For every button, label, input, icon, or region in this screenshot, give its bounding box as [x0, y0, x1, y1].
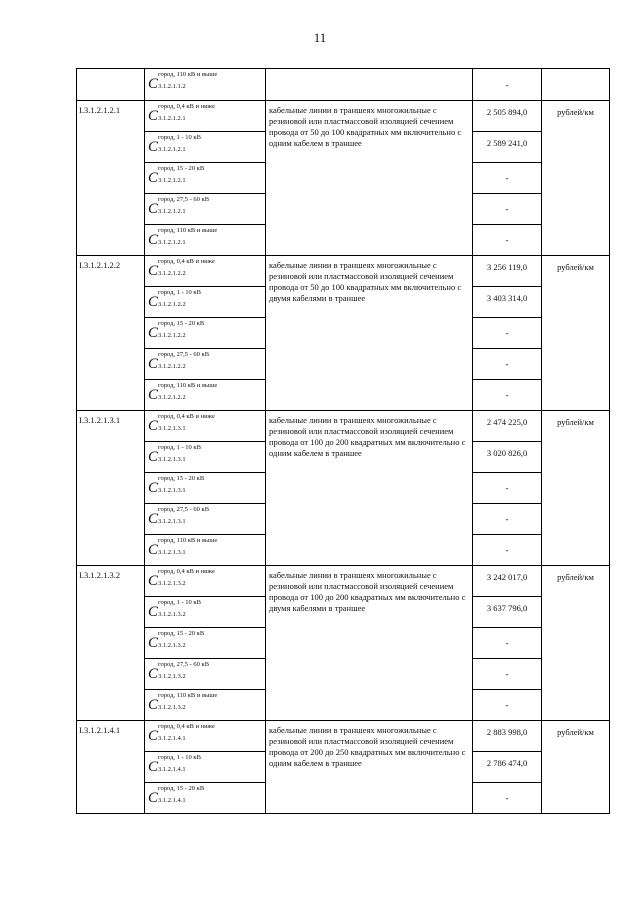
rate-symbol-superscript: город, 110 кВ и выше: [158, 537, 218, 544]
rate-symbol-superscript: город, 0,4 кВ и ниже: [158, 103, 215, 110]
rate-symbol-letter: C: [148, 573, 159, 589]
rate-symbol-superscript: город, 0,4 кВ и ниже: [158, 413, 215, 420]
rate-symbol-letter: C: [148, 232, 159, 248]
rate-symbol-superscript: город, 27,5 - 60 кВ: [158, 506, 210, 513]
rate-symbol-letter: C: [148, 635, 159, 651]
rate-value: -: [473, 783, 542, 814]
rate-symbol: [145, 256, 266, 287]
rate-symbol: [145, 752, 266, 783]
section-description: кабельные линии в траншеях многожильные с резиновой или пластмассовой изоляцией сечением провода от 50 до 100 квадратных мм включительно с двумя кабелями в траншее: [266, 256, 473, 411]
rate-value: 2 505 894,0: [473, 101, 542, 132]
rate-symbol-superscript: город, 15 - 20 кВ: [158, 320, 205, 327]
rate-symbol: [145, 442, 266, 473]
rate-value: 3 242 017,0: [473, 566, 542, 597]
table-row: [77, 256, 610, 287]
rate-symbol: [145, 349, 266, 380]
rate-symbol: [145, 225, 266, 256]
section-code: I.3.1.2.1.2.2: [77, 256, 145, 411]
table-row: [77, 566, 610, 597]
rate-symbol-superscript: город, 1 - 10 кВ: [158, 134, 201, 141]
rate-symbol-superscript: город, 27,5 - 60 кВ: [158, 196, 210, 203]
section-description: кабельные линии в траншеях многожильные с резиновой или пластмассовой изоляцией сечением провода от 100 до 200 квадратных мм включительно с одним кабелем в траншее: [266, 411, 473, 566]
rate-symbol-superscript: город, 15 - 20 кВ: [158, 630, 205, 637]
rate-symbol-superscript: город, 110 кВ и выше: [158, 382, 218, 389]
unit-of-measure: рублей/км: [542, 411, 610, 566]
rate-symbol: [145, 473, 266, 504]
unit-of-measure: рублей/км: [542, 101, 610, 256]
table-row: [77, 411, 610, 442]
rate-symbol-subscript: 3.1.2.1.3.2: [158, 580, 186, 587]
rate-symbol: [145, 69, 266, 101]
page-number: 11: [313, 30, 327, 45]
rate-symbol-superscript: город, 0,4 кВ и ниже: [158, 258, 215, 265]
rate-symbol: [145, 101, 266, 132]
rate-symbol-letter: C: [148, 759, 159, 775]
rate-symbol: [145, 628, 266, 659]
rate-symbol-superscript: город, 15 - 20 кВ: [158, 475, 205, 482]
rate-symbol-subscript: 3.1.2.1.2.2: [158, 332, 186, 339]
rate-value: 3 637 796,0: [473, 597, 542, 628]
rate-symbol-subscript: 3.1.2.1.3.2: [158, 642, 186, 649]
rate-symbol: [145, 659, 266, 690]
rate-value: -: [473, 380, 542, 411]
rate-symbol-superscript: город, 27,5 - 60 кВ: [158, 351, 210, 358]
rate-symbol-superscript: город, 110 кВ и выше: [158, 71, 218, 78]
code-cell: [77, 69, 145, 101]
rate-symbol-subscript: 3.1.2.1.3.1: [158, 549, 186, 556]
rate-symbol: [145, 380, 266, 411]
unit-of-measure: рублей/км: [542, 256, 610, 411]
rate-symbol-subscript: 3.1.2.1.3.1: [158, 456, 186, 463]
rate-symbol-subscript: 3.1.2.1.2.1: [158, 239, 186, 246]
rate-symbol-letter: C: [148, 666, 159, 682]
description-cell: [266, 69, 473, 101]
section-description: кабельные линии в траншеях многожильные с резиновой или пластмассовой изоляцией сечением провода от 200 до 250 квадратных мм включительно с одним кабелем в траншее: [266, 721, 473, 814]
rate-symbol-subscript: 3.1.2.1.2.1: [158, 146, 186, 153]
unit-cell: [542, 69, 610, 101]
rate-symbol-subscript: 3.1.2.1.4.1: [158, 735, 186, 742]
rate-value: 3 256 119,0: [473, 256, 542, 287]
rate-value: 2 786 474,0: [473, 752, 542, 783]
rate-symbol: [145, 535, 266, 566]
rate-symbol-subscript: 3.1.2.1.2.1: [158, 177, 186, 184]
rate-symbol-superscript: город, 1 - 10 кВ: [158, 289, 201, 296]
section-description: кабельные линии в траншеях многожильные с резиновой или пластмассовой изоляцией сечением провода от 100 до 200 квадратных мм включительно с двумя кабелями в траншее: [266, 566, 473, 721]
rate-symbol: [145, 566, 266, 597]
rate-symbol-subscript: 3.1.2.1.3.2: [158, 704, 186, 711]
unit-of-measure: рублей/км: [542, 566, 610, 721]
rate-symbol-letter: C: [148, 325, 159, 341]
rate-symbol-subscript: 3.1.2.1.2.2: [158, 301, 186, 308]
rate-symbol-letter: C: [148, 449, 159, 465]
rate-symbol-subscript: 3.1.2.1.2.1: [158, 115, 186, 122]
rate-symbol-letter: C: [148, 697, 159, 713]
rate-symbol: [145, 132, 266, 163]
rate-value: 2 883 998,0: [473, 721, 542, 752]
rate-value: -: [473, 163, 542, 194]
rate-symbol-letter: C: [148, 76, 159, 92]
rate-symbol-superscript: город, 27,5 - 60 кВ: [158, 661, 210, 668]
unit-of-measure: рублей/км: [542, 721, 610, 814]
rate-symbol: [145, 721, 266, 752]
rate-symbol-subscript: 3.1.2.1.2.2: [158, 363, 186, 370]
rate-symbol-letter: C: [148, 542, 159, 558]
rate-symbol-letter: C: [148, 387, 159, 403]
rate-value: -: [473, 225, 542, 256]
rate-symbol-superscript: город, 1 - 10 кВ: [158, 754, 201, 761]
rate-symbol: [145, 287, 266, 318]
rate-symbol-letter: C: [148, 511, 159, 527]
rate-symbol-superscript: город, 1 - 10 кВ: [158, 599, 201, 606]
rate-value: -: [473, 318, 542, 349]
rate-symbol: [145, 318, 266, 349]
rate-value: -: [473, 659, 542, 690]
rate-symbol: [145, 194, 266, 225]
rate-value: 3 020 826,0: [473, 442, 542, 473]
table-row: [77, 721, 610, 752]
rate-symbol-letter: C: [148, 170, 159, 186]
rate-symbol-superscript: город, 15 - 20 кВ: [158, 165, 205, 172]
rate-symbol-subscript: 3.1.2.1.3.1: [158, 425, 186, 432]
rate-symbol-subscript: 3.1.2.1.3.1: [158, 518, 186, 525]
table-row: [77, 69, 610, 101]
rate-symbol-letter: C: [148, 728, 159, 744]
section-description: кабельные линии в траншеях многожильные с резиновой или пластмассовой изоляцией сечением провода от 50 до 100 квадратных мм включительно с одним кабелем в траншее: [266, 101, 473, 256]
rate-symbol: [145, 783, 266, 814]
rate-symbol-subscript: 3.1.2.1.2.1: [158, 208, 186, 215]
section-code: I.3.1.2.1.3.2: [77, 566, 145, 721]
rate-symbol: [145, 690, 266, 721]
rate-symbol-subscript: 3.1.2.1.4.1: [158, 766, 186, 773]
rate-value: -: [473, 194, 542, 225]
rate-symbol-letter: C: [148, 790, 159, 806]
rate-symbol-subscript: 3.1.2.1.4.1: [158, 797, 186, 804]
rate-value: -: [473, 349, 542, 380]
rate-symbol-superscript: город, 0,4 кВ и ниже: [158, 723, 215, 730]
section-code: I.3.1.2.1.4.1: [77, 721, 145, 814]
rate-symbol-subscript: 3.1.2.1.3.2: [158, 673, 186, 680]
rate-symbol: [145, 163, 266, 194]
rate-symbol: [145, 597, 266, 628]
rate-value: -: [473, 69, 542, 101]
rate-symbol-letter: C: [148, 108, 159, 124]
table-row: [77, 101, 610, 132]
rate-symbol: [145, 411, 266, 442]
rate-value: 3 403 314,0: [473, 287, 542, 318]
rate-symbol-superscript: город, 110 кВ и выше: [158, 692, 218, 699]
rate-value: 2 474 225,0: [473, 411, 542, 442]
rate-symbol-letter: C: [148, 356, 159, 372]
rate-symbol-letter: C: [148, 604, 159, 620]
rate-symbol-superscript: город, 0,4 кВ и ниже: [158, 568, 215, 575]
rate-symbol-letter: C: [148, 294, 159, 310]
rate-value: -: [473, 628, 542, 659]
rate-symbol-subscript: 3.1.2.1.2.2: [158, 394, 186, 401]
section-code: I.3.1.2.1.3.1: [77, 411, 145, 566]
rate-symbol-letter: C: [148, 201, 159, 217]
rate-symbol-subscript: 3.1.2.1.3.2: [158, 611, 186, 618]
rate-symbol-subscript: 3.1.2.1.2.2: [158, 270, 186, 277]
rate-symbol-letter: C: [148, 139, 159, 155]
rate-symbol-subscript: 3.1.2.1.1.2: [158, 83, 186, 90]
rates-table: [76, 68, 610, 814]
rate-value: -: [473, 504, 542, 535]
rate-value: -: [473, 535, 542, 566]
section-code: I.3.1.2.1.2.1: [77, 101, 145, 256]
rate-symbol-superscript: город, 110 кВ и выше: [158, 227, 218, 234]
rate-symbol-superscript: город, 15 - 20 кВ: [158, 785, 205, 792]
rate-symbol: [145, 504, 266, 535]
rate-value: -: [473, 690, 542, 721]
rate-symbol-letter: C: [148, 263, 159, 279]
rate-symbol-superscript: город, 1 - 10 кВ: [158, 444, 201, 451]
rate-value: 2 589 241,0: [473, 132, 542, 163]
rate-symbol-letter: C: [148, 480, 159, 496]
rate-symbol-subscript: 3.1.2.1.3.1: [158, 487, 186, 494]
rate-symbol-letter: C: [148, 418, 159, 434]
rate-value: -: [473, 473, 542, 504]
